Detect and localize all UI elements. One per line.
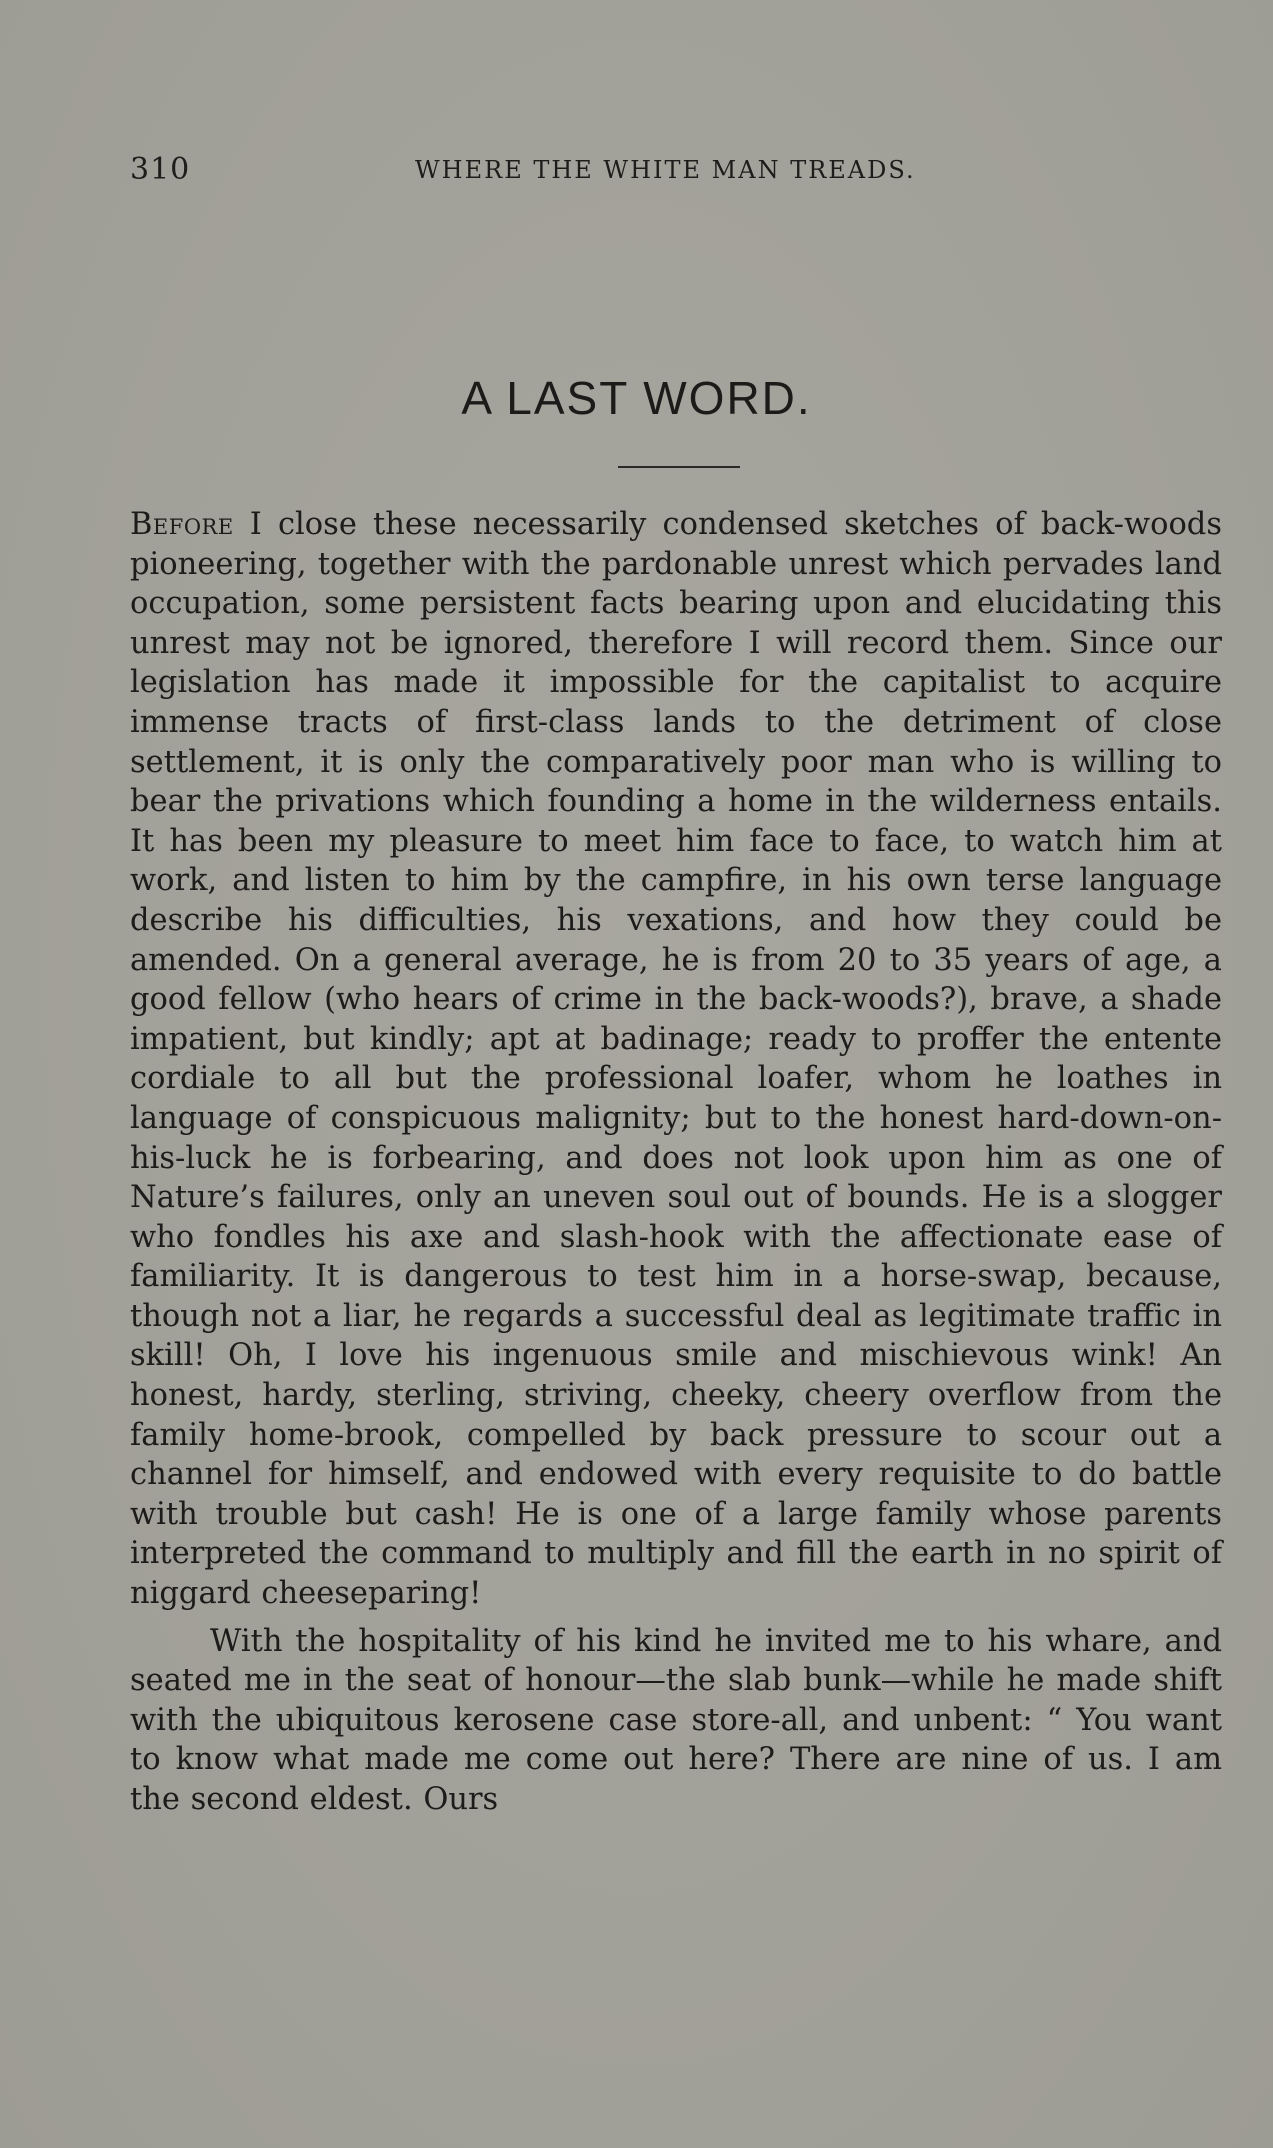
running-title: WHERE THE WHITE MAN TREADS.: [415, 156, 916, 184]
body-text: [130, 505, 1222, 1820]
title-divider: [618, 466, 740, 468]
running-head: [130, 150, 1225, 190]
chapter-title: A LAST WORD.: [461, 372, 812, 424]
paragraph-1: [130, 505, 1222, 1614]
paragraph-1-text: I close these necessarily condensed sketches of back-woods pioneering, together with the pardonable unrest which pervades land occupation, some persistent facts bearing upon and elucidating this unrest may not be ignored, therefore I will record them. Since our legislation has made it impossible for the capitalist to acquire immense tracts of first-class lands to the detriment of close settlement, it is only the comparatively poor man who is willing to bear the privations which founding a home in the wilderness entails. It has been my pleasure to meet him face to face, to watch him at work, and listen to him by the campfire, in his own terse language describe his difficulties, his vexations, and how they could be amended. On a general average, he is from 20 to 35 years of age, a good fellow (who hears of crime in the back-woods?), brave, a shade impatient, but kindly; apt at badinage; ready to proffer the entente cordiale to all but the professional loafer, whom he loathes in language of conspicuous malignity; but to the honest hard-down-on-his-luck he is forbearing, and does not look upon him as one of Nature’s failures, only an uneven soul out of bounds. He is a slogger who fondles his axe and slash-hook with the affectionate ease of familiarity. It is dangerous to test him in a horse-swap, because, though not a liar, he regards a successful deal as legitimate traffic in skill! Oh, I love his ingenuous smile and mischievous wink! An honest, hardy, sterling, striving, cheeky, cheery overflow from the family home-brook, compelled by back pressure to scour out a channel for himself, and endowed with every requisite to do battle with trouble but cash! He is one of a large family whose parents interpreted the command to multiply and fill the earth in no spirit of niggard cheeseparing!: [130, 507, 1222, 1612]
paragraph-1-lead-word: Before: [130, 507, 234, 542]
page-number: 310: [130, 152, 191, 187]
paragraph-2: With the hospitality of his kind he invited me to his whare, and seated me in the seat of honour—the slab bunk—while he made shift with the ubiquitous kerosene case store-all, and unbent: “ You want to know what made me come out here? There are nine of us. I am the second eldest. Ours: [130, 1623, 1222, 1817]
